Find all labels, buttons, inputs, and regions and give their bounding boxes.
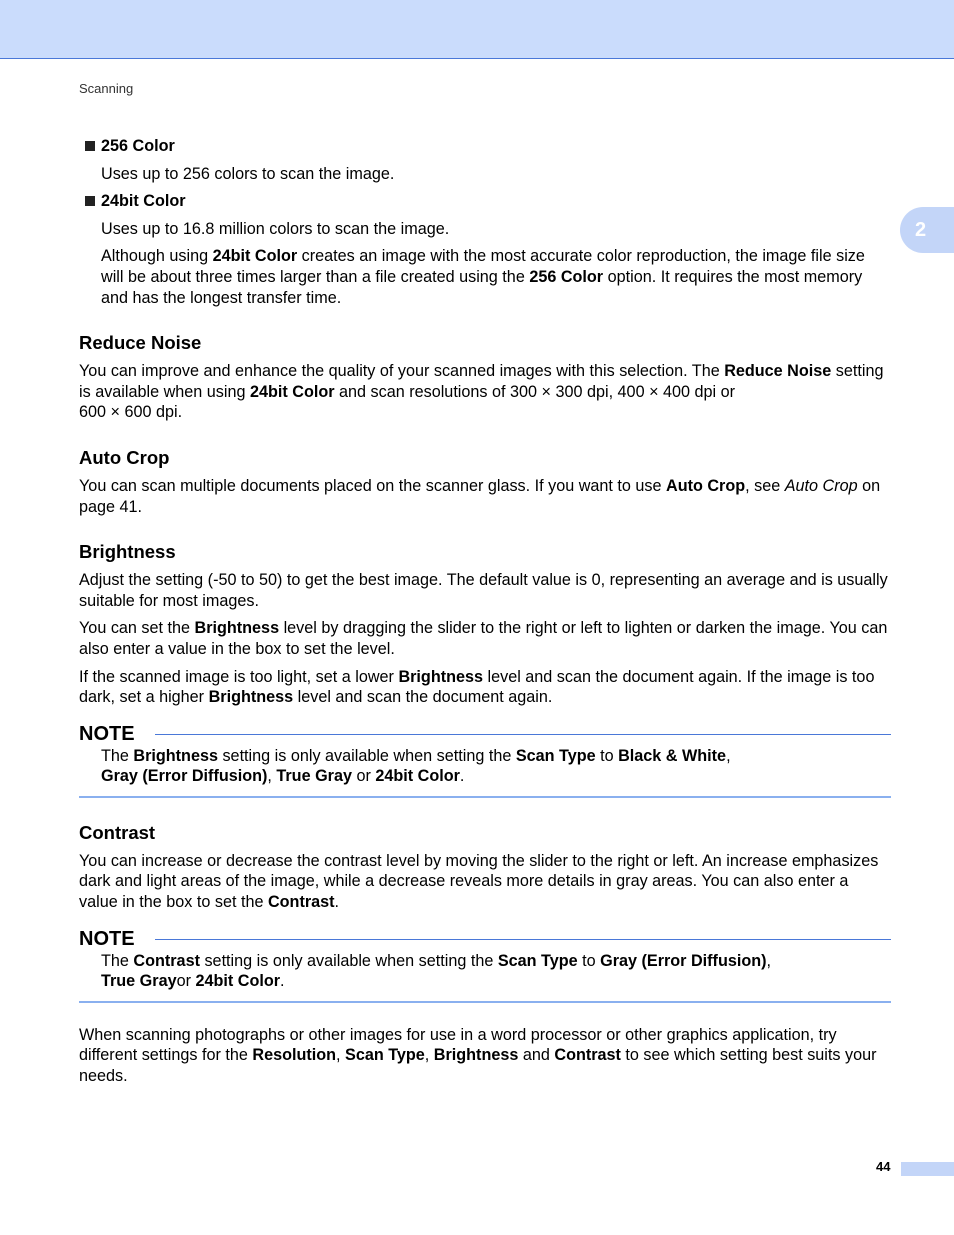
auto-crop-link[interactable]: Auto Crop [784,476,858,495]
chapter-tab: 2 [900,207,954,253]
auto-crop-paragraph: You can scan multiple documents placed on the scanner glass. If you want to use Auto Crop, see Auto Crop on page 41. [79,476,881,516]
note-rule [155,734,891,735]
closing-paragraph: When scanning photographs or other images for use in a word processor or other graphics application, try different settings for the Resolution, Scan Type, Brightness and Contrast to see which setting best suits your needs. [79,1025,877,1086]
bullet-title: 256 Color [101,137,175,155]
page-number: 44 [876,1159,891,1174]
note-rule [155,939,891,940]
note-box-brightness [79,722,891,798]
bullet-24bit-color [79,191,891,212]
header-band [0,0,954,59]
brightness-paragraph-1: Adjust the setting (-50 to 50) to get the best image. The default value is 0, representing an average and is usually suitable for most images. [79,571,888,610]
brightness-paragraph-3: If the scanned image is too light, set a lower Brightness level and scan the document again. If the image is too dark, set a higher Brightness level and scan the document again. [79,667,875,707]
note-title: NOTE [79,927,135,950]
page-content [79,136,891,1094]
breadcrumb: Scanning [79,81,134,96]
bullet-desc: Uses up to 256 colors to scan the image. [101,164,395,183]
contrast-paragraph: You can increase or decrease the contrast level by moving the slider to the right or left. An increase emphasizes dark and light areas of the image, while a decrease reveals more details in gray areas. You can also enter a value in the box to set the Contrast. [79,851,879,912]
note-bottom-rule [79,1001,891,1003]
color-note-paragraph: Although using 24bit Color creates an image with the most accurate color reproduction, the image file size will be about three times larger than a file created using the 256 Color option. It requires the most memory and has the longest transfer time. [101,247,865,307]
section-heading-contrast: Contrast [79,821,156,843]
reduce-noise-paragraph: You can improve and enhance the quality of your scanned images with this selection. The Reduce Noise setting is available when using 24bit Color and scan resolutions of 300 × 300 dpi, 400 × 400 dpi or 600 × 600 dpi. [79,362,884,422]
bullet-256-color [79,136,891,157]
section-heading-auto-crop: Auto Crop [79,446,170,468]
bullet-desc: Uses up to 16.8 million colors to scan the image. [101,219,450,238]
square-bullet-icon [85,141,95,151]
square-bullet-icon [85,196,95,206]
page-number-tab [901,1162,954,1176]
bullet-title: 24bit Color [101,192,186,211]
note-title: NOTE [79,722,135,745]
note-text: The Brightness setting is only available when setting the Scan Type to Black & White, Gray (Error Diffusion), True Gray or 24bit Color. [101,746,731,786]
brightness-paragraph-2: You can set the Brightness level by dragging the slider to the right or left to lighten or darken the image. You can also enter a value in the box to set the level. [79,619,888,658]
note-box-contrast [79,927,891,1003]
section-heading-brightness: Brightness [79,541,176,563]
section-heading-reduce-noise: Reduce Noise [79,332,202,354]
note-bottom-rule [79,796,891,798]
note-text: The Contrast setting is only available when setting the Scan Type to Gray (Error Diffusion), True Grayor 24bit Color. [101,951,771,991]
